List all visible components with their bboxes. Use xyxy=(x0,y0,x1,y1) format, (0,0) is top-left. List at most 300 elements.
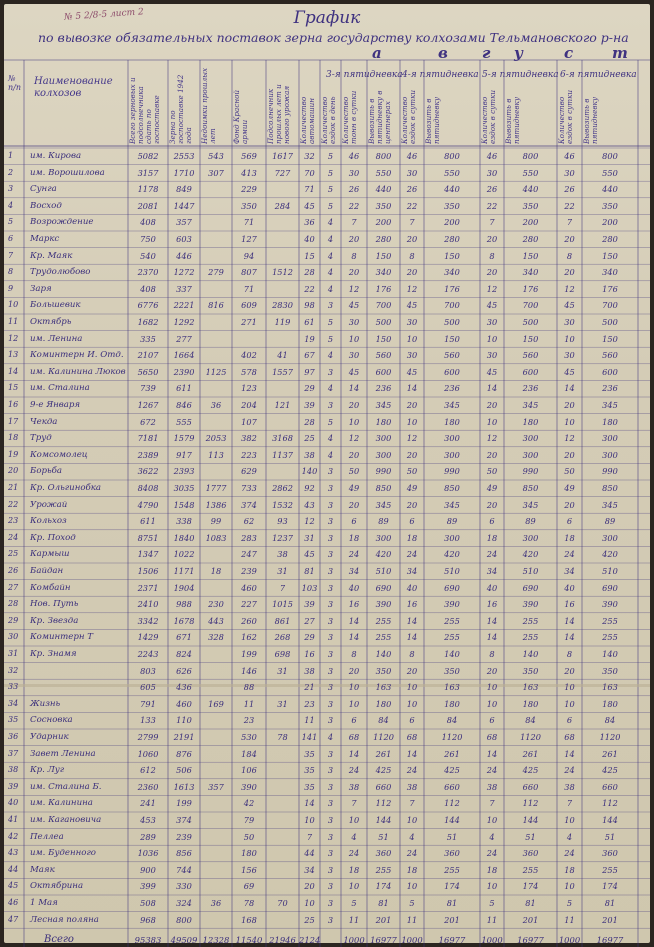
table-cell: 3 xyxy=(327,665,334,676)
table-cell: 51 xyxy=(378,831,389,842)
table-cell: 255 xyxy=(602,632,618,643)
farm-name: Комсомолец xyxy=(30,449,88,460)
table-cell: 41 xyxy=(277,350,288,361)
table-cell: 14 xyxy=(564,615,575,626)
table-cell: 3 xyxy=(327,400,334,410)
table-cell: 300 xyxy=(375,433,392,444)
table-cell: 3 xyxy=(327,549,334,560)
row-number: 39 xyxy=(8,781,19,791)
table-cell: 201 xyxy=(444,914,460,925)
table-cell: 12 xyxy=(304,516,315,527)
farm-name: Восход xyxy=(30,200,62,211)
table-cell: 6 xyxy=(489,516,495,527)
table-cell: 328 xyxy=(208,632,224,643)
table-cell: 68 xyxy=(348,732,360,742)
row-number: 40 xyxy=(8,798,19,808)
table-cell: 968 xyxy=(140,914,156,925)
table-cell: 14 xyxy=(348,748,360,759)
farm-name: Коминтерн Т xyxy=(30,632,94,643)
row-number: 47 xyxy=(8,914,19,924)
table-cell: 45 xyxy=(406,300,418,311)
table-cell: 14 xyxy=(348,615,360,626)
table-cell: 10 xyxy=(348,333,360,344)
table-cell: 280 xyxy=(375,234,392,244)
table-cell: 2799 xyxy=(137,732,159,742)
totals-cell: 49509 xyxy=(170,935,198,946)
table-cell: 506 xyxy=(176,765,192,776)
table-cell: 34 xyxy=(564,566,575,576)
farm-name: Кр. Звезда xyxy=(30,615,79,626)
farm-name: Труд xyxy=(30,433,52,444)
table-cell: 500 xyxy=(444,317,460,327)
document-title: График xyxy=(293,8,361,28)
table-cell: 261 xyxy=(522,748,539,759)
table-cell: 30 xyxy=(406,317,418,327)
table-cell: 739 xyxy=(140,383,156,394)
totals-cell: 2124 xyxy=(299,935,321,946)
table-cell: 7 xyxy=(351,217,357,228)
table-cell: 260 xyxy=(241,615,257,626)
farm-name: им. Ленина xyxy=(30,333,83,344)
totals-cell: 16977 xyxy=(517,935,544,946)
table-cell: 560 xyxy=(444,350,460,361)
table-cell: 18 xyxy=(486,864,498,875)
table-cell: 14 xyxy=(406,748,418,759)
table-cell: 107 xyxy=(241,416,257,427)
table-cell: 26 xyxy=(406,184,418,195)
table-cell: 900 xyxy=(140,864,156,875)
table-cell: 121 xyxy=(274,400,291,410)
table-cell: 1137 xyxy=(272,449,293,460)
table-cell: 10 xyxy=(486,698,498,709)
row-number: 15 xyxy=(8,383,19,393)
table-cell: 8 xyxy=(351,250,357,261)
table-cell: 34 xyxy=(304,864,315,875)
table-cell: 453 xyxy=(140,815,156,825)
farm-name: Большевик xyxy=(30,300,81,311)
table-cell: 3157 xyxy=(137,167,159,178)
table-cell: 12 xyxy=(406,283,418,294)
table-cell: 8 xyxy=(489,649,495,659)
table-cell: 300 xyxy=(602,449,618,460)
table-cell: 350 xyxy=(375,665,392,676)
table-cell: 229 xyxy=(241,184,257,195)
farm-name: Кр. Поход xyxy=(30,532,76,543)
table-cell: 112 xyxy=(602,798,618,809)
table-cell: 345 xyxy=(522,499,539,510)
table-cell: 26 xyxy=(486,184,498,195)
table-cell: 3 xyxy=(327,765,334,776)
table-cell: 2243 xyxy=(137,649,159,659)
table-cell: 3 xyxy=(327,881,334,892)
table-cell: 26 xyxy=(564,184,575,195)
table-cell: 560 xyxy=(522,350,539,361)
table-cell: 150 xyxy=(522,250,539,261)
table-cell: 988 xyxy=(176,599,192,610)
farm-name: им. Сталина Б. xyxy=(30,781,102,792)
table-cell: 10 xyxy=(406,881,418,892)
farm-name: Нов. Путь xyxy=(30,599,79,610)
table-cell: 2862 xyxy=(272,483,293,493)
table-cell: 70 xyxy=(304,167,315,178)
table-cell: 12 xyxy=(564,433,575,444)
table-cell: 24 xyxy=(486,549,498,560)
table-cell: 20 xyxy=(486,449,498,460)
row-number: 41 xyxy=(8,815,19,824)
table-cell: 1120 xyxy=(599,732,621,742)
table-cell: 6 xyxy=(351,516,357,527)
name-column-header: Наименование колхозов xyxy=(34,76,113,99)
table-cell: 18 xyxy=(210,566,222,576)
table-cell: 7 xyxy=(351,798,357,809)
table-cell: 1060 xyxy=(137,748,159,759)
row-number: 24 xyxy=(8,532,19,542)
farm-name: им. Буденного xyxy=(30,848,96,859)
row-number: 46 xyxy=(8,898,19,907)
table-cell: 390 xyxy=(602,599,618,610)
farm-name: Урожай xyxy=(30,499,68,510)
table-cell: 440 xyxy=(522,184,539,195)
table-cell: 440 xyxy=(602,184,618,195)
table-cell: 20 xyxy=(486,499,498,510)
table-cell: 20 xyxy=(406,665,418,676)
table-cell: 10 xyxy=(348,698,360,709)
table-cell: 690 xyxy=(522,582,539,593)
table-cell: 345 xyxy=(375,400,392,410)
table-cell: 29 xyxy=(304,383,315,394)
table-cell: 150 xyxy=(444,333,460,344)
table-cell: 660 xyxy=(602,781,618,792)
table-cell: 20 xyxy=(564,400,575,410)
table-cell: 19 xyxy=(304,333,315,344)
table-cell: 4 xyxy=(327,449,334,460)
table-cell: 2390 xyxy=(173,366,195,377)
table-cell: 255 xyxy=(522,864,539,875)
row-number: 36 xyxy=(8,732,19,741)
row-number: 9 xyxy=(8,283,14,293)
table-cell: 425 xyxy=(522,765,539,776)
table-cell: 133 xyxy=(140,715,156,726)
table-cell: 7 xyxy=(489,798,495,809)
table-cell: 390 xyxy=(241,781,257,792)
table-cell: 68 xyxy=(564,732,575,742)
table-cell: 440 xyxy=(375,184,392,195)
table-cell: 30 xyxy=(564,167,575,178)
totals-cell: 21946 xyxy=(269,935,296,946)
farm-name: Жизнь xyxy=(30,698,61,709)
table-cell: 700 xyxy=(375,300,392,311)
table-cell: 340 xyxy=(602,267,618,278)
table-cell: 8 xyxy=(351,649,357,659)
table-cell: 382 xyxy=(241,433,257,444)
table-cell: 436 xyxy=(176,682,192,693)
farm-name: Трудолюбово xyxy=(30,267,91,278)
table-cell: 176 xyxy=(602,283,618,294)
table-cell: 169 xyxy=(208,698,224,709)
table-cell: 390 xyxy=(522,599,539,610)
table-cell: 360 xyxy=(602,848,618,859)
table-cell: 5 xyxy=(566,898,573,908)
table-cell: 2830 xyxy=(272,300,293,311)
table-cell: 71 xyxy=(243,217,255,228)
table-cell: 10 xyxy=(304,815,315,825)
table-cell: 16 xyxy=(486,599,498,610)
table-cell: 8 xyxy=(409,649,415,659)
table-cell: 71 xyxy=(243,283,255,294)
table-cell: 5 xyxy=(327,151,334,161)
table-cell: 10 xyxy=(564,416,575,427)
table-cell: 10 xyxy=(406,416,418,427)
table-cell: 79 xyxy=(243,815,255,825)
table-cell: 61 xyxy=(304,317,315,327)
table-cell: 22 xyxy=(406,200,418,211)
table-cell: 671 xyxy=(176,632,192,643)
table-cell: 5 xyxy=(327,317,334,327)
table-cell: 10 xyxy=(406,333,418,344)
table-cell: 3 xyxy=(327,831,334,842)
group-letter: в xyxy=(438,44,448,62)
table-cell: 698 xyxy=(274,649,291,659)
table-cell: 357 xyxy=(208,781,224,792)
table-cell: 612 xyxy=(140,765,156,776)
table-cell: 84 xyxy=(525,715,536,726)
table-cell: 24 xyxy=(406,848,418,859)
table-cell: 140 xyxy=(522,649,539,659)
table-cell: 38 xyxy=(304,665,315,676)
table-cell: 510 xyxy=(375,566,392,576)
table-cell: 81 xyxy=(378,898,389,908)
table-cell: 10 xyxy=(406,682,418,693)
table-cell: 20 xyxy=(486,400,498,410)
table-cell: 300 xyxy=(602,532,618,543)
table-cell: 1682 xyxy=(137,317,159,327)
farm-name: им. Сталина xyxy=(30,383,90,394)
table-cell: 127 xyxy=(241,234,257,244)
table-cell: 791 xyxy=(140,698,156,709)
table-cell: 12 xyxy=(486,433,498,444)
table-cell: 1512 xyxy=(272,267,293,278)
table-cell: 140 xyxy=(444,649,460,659)
table-cell: 338 xyxy=(176,516,192,527)
table-cell: 4 xyxy=(327,283,334,294)
table-cell: 543 xyxy=(208,151,224,161)
table-cell: 25 xyxy=(304,914,315,925)
table-cell: 1532 xyxy=(272,499,293,510)
table-cell: 1292 xyxy=(173,317,195,327)
table-cell: 10 xyxy=(348,416,360,427)
table-cell: 300 xyxy=(375,449,392,460)
table-cell: 255 xyxy=(444,632,460,643)
table-cell: 144 xyxy=(602,815,618,825)
column-header: Подсолнечник прошлых лет и нового урожая xyxy=(266,84,291,144)
table-cell: 150 xyxy=(375,333,392,344)
table-cell: 46 xyxy=(348,151,360,161)
table-cell: 10 xyxy=(406,698,418,709)
table-cell: 24 xyxy=(564,848,575,859)
group-letter: г xyxy=(482,44,491,62)
table-cell: 35 xyxy=(304,748,315,759)
table-cell: 45 xyxy=(486,366,498,377)
table-cell: 200 xyxy=(522,217,539,228)
farm-name: Завет Ленина xyxy=(30,748,96,759)
table-cell: 146 xyxy=(241,665,257,676)
table-cell: 578 xyxy=(241,366,257,377)
table-cell: 45 xyxy=(304,549,315,560)
table-cell: 420 xyxy=(602,549,618,560)
row-number: 43 xyxy=(8,848,19,858)
table-cell: 340 xyxy=(375,267,392,278)
table-cell: 850 xyxy=(444,483,460,493)
row-number: 4 xyxy=(8,200,14,210)
table-cell: 350 xyxy=(375,200,392,211)
table-cell: 540 xyxy=(140,250,156,261)
table-cell: 690 xyxy=(602,582,618,593)
farm-name: Кр. Знамя xyxy=(30,649,77,659)
table-cell: 180 xyxy=(444,698,460,709)
table-cell: 3 xyxy=(327,682,334,693)
table-cell: 14 xyxy=(564,748,575,759)
table-cell: 241 xyxy=(140,798,156,809)
table-cell: 345 xyxy=(602,499,618,510)
pentad-header: 3-я пятидневка xyxy=(326,70,403,80)
row-number: 12 xyxy=(8,333,19,343)
table-cell: 223 xyxy=(241,449,257,460)
table-cell: 78 xyxy=(243,898,255,908)
farm-name: Кармыш xyxy=(30,549,70,560)
row-number: 2 xyxy=(8,167,14,177)
pentad-header: 6-я пятидневка xyxy=(560,70,637,80)
table-cell: 727 xyxy=(274,167,291,178)
table-cell: 98 xyxy=(304,300,315,311)
table-cell: 425 xyxy=(444,765,460,776)
table-cell: 280 xyxy=(522,234,539,244)
table-cell: 3 xyxy=(327,366,334,377)
table-cell: 150 xyxy=(444,250,460,261)
table-cell: 1083 xyxy=(205,532,227,543)
table-cell: 1447 xyxy=(173,200,195,211)
table-cell: 46 xyxy=(564,151,575,161)
table-cell: 800 xyxy=(602,151,618,161)
table-cell: 3 xyxy=(327,582,334,593)
farm-name: Сосновка xyxy=(30,715,73,726)
table-cell: 20 xyxy=(348,449,360,460)
table-cell: 261 xyxy=(444,748,460,759)
table-cell: 180 xyxy=(522,416,539,427)
table-cell: 350 xyxy=(602,200,618,211)
table-cell: 106 xyxy=(241,765,257,776)
table-cell: 103 xyxy=(301,582,318,593)
table-cell: 20 xyxy=(406,267,418,278)
table-cell: 39 xyxy=(304,400,315,410)
table-cell: 1120 xyxy=(520,732,541,742)
table-cell: 93 xyxy=(277,516,288,527)
table-cell: 4 xyxy=(409,831,415,842)
row-number: 6 xyxy=(8,234,14,243)
table-cell: 1579 xyxy=(173,433,195,444)
table-cell: 239 xyxy=(241,566,257,576)
table-cell: 12 xyxy=(348,283,360,294)
totals-cell: 1000 xyxy=(401,935,423,946)
table-cell: 144 xyxy=(375,815,392,825)
table-cell: 174 xyxy=(522,881,539,892)
table-cell: 50 xyxy=(243,831,255,842)
row-number: 33 xyxy=(8,682,19,692)
table-cell: 626 xyxy=(176,665,192,676)
table-cell: 255 xyxy=(602,864,618,875)
table-cell: 660 xyxy=(375,781,392,792)
table-cell: 16 xyxy=(348,599,360,610)
table-cell: 176 xyxy=(522,283,539,294)
farm-name: им. Ворошилова xyxy=(30,167,105,178)
table-cell: 140 xyxy=(602,649,618,659)
table-cell: 3 xyxy=(327,864,334,875)
table-cell: 605 xyxy=(140,682,156,693)
table-cell: 6 xyxy=(566,516,573,527)
table-cell: 390 xyxy=(444,599,460,610)
table-cell: 425 xyxy=(602,765,618,776)
farm-name: Возрождение xyxy=(30,217,94,228)
column-header: Количество ездок в сутки xyxy=(557,89,574,144)
farm-name: Комбайн xyxy=(30,582,71,593)
table-cell: 408 xyxy=(140,217,156,228)
table-cell: 550 xyxy=(375,167,392,178)
table-cell: 20 xyxy=(348,499,360,510)
table-cell: 84 xyxy=(604,715,616,726)
table-cell: 850 xyxy=(375,483,392,493)
table-cell: 500 xyxy=(375,317,392,327)
row-number: 44 xyxy=(8,864,19,874)
table-cell: 3622 xyxy=(137,466,159,477)
table-cell: 4 xyxy=(327,383,334,394)
table-cell: 1548 xyxy=(173,499,195,510)
table-cell: 20 xyxy=(348,234,360,244)
table-cell: 255 xyxy=(375,864,392,875)
table-cell: 850 xyxy=(602,483,618,493)
table-cell: 750 xyxy=(140,234,156,244)
table-cell: 92 xyxy=(304,483,315,493)
pentad-header: 4-я пятидневка xyxy=(402,70,479,80)
table-cell: 45 xyxy=(348,300,360,311)
table-cell: 51 xyxy=(446,831,458,842)
table-cell: 277 xyxy=(176,333,192,344)
table-cell: 550 xyxy=(444,167,460,178)
table-cell: 2410 xyxy=(137,599,159,610)
farm-name: Кольхоз xyxy=(30,516,67,527)
table-cell: 27 xyxy=(304,615,315,626)
table-cell: 112 xyxy=(522,798,539,809)
row-number: 32 xyxy=(8,665,19,675)
table-cell: 34 xyxy=(406,566,418,576)
table-cell: 180 xyxy=(602,416,618,427)
table-cell: 1178 xyxy=(137,184,159,195)
table-cell: 672 xyxy=(140,416,156,427)
table-cell: 3 xyxy=(327,632,334,643)
table-cell: 255 xyxy=(602,615,618,626)
row-number: 3 xyxy=(8,184,14,194)
group-letter: с xyxy=(564,44,574,62)
table-cell: 11 xyxy=(348,914,360,925)
table-cell: 44 xyxy=(304,848,315,859)
group-letter: т xyxy=(612,44,628,62)
table-cell: 3342 xyxy=(137,615,159,626)
table-cell: 49 xyxy=(486,483,498,493)
table-cell: 18 xyxy=(406,532,418,543)
table-cell: 18 xyxy=(564,864,575,875)
table-cell: 30 xyxy=(564,350,575,361)
table-cell: 40 xyxy=(564,582,575,593)
table-cell: 38 xyxy=(277,549,288,560)
table-cell: 18 xyxy=(348,532,360,543)
